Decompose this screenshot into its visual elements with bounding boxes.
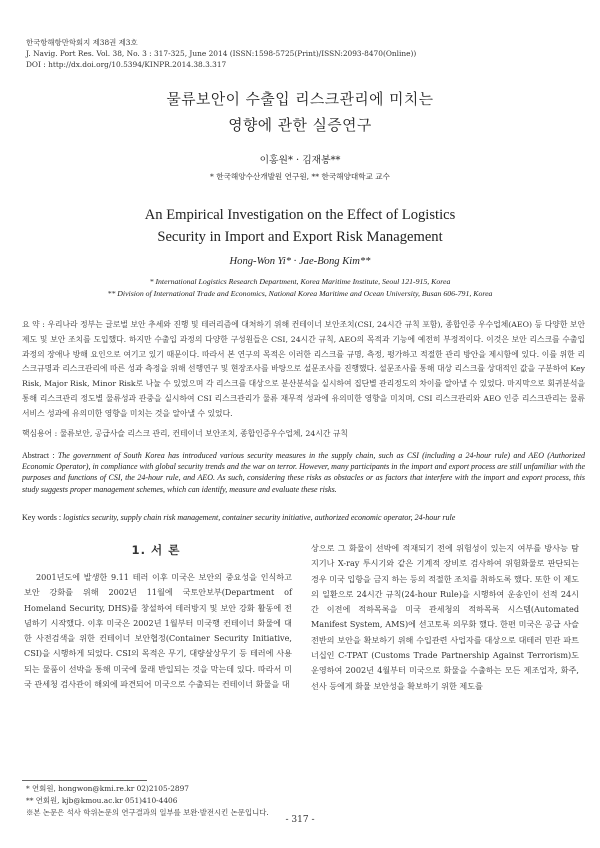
footnote-1: * 연회원, hongwon@kmi.re.kr 02)2105-2897 <box>26 784 190 793</box>
footnote-2: ** 연회원, kjb@kmou.ac.kr 051)410-4406 <box>26 795 178 805</box>
keywords-en-label: Key words : <box>22 513 64 522</box>
title-en-line2: Security in Import and Export Risk Management <box>157 229 443 245</box>
abstract-ko: 요 약 : 우리나라 정부는 글로벌 보안 추세와 진행 및 테러리즘에 대처하기 위해 컨테이너 보안조치(CSI, 24시간 규칙 포함), 종합인증 우수업체(AEO) 등 다양한 보안 제도 및 보안 조치를 도입했다. 하지만 수출입 과정의 다양한 구성원들은 CSI, 24시간 규칙, AEO의 목적과 기능에 예전히 부정적이다. 이것은 보안 리스크를 수출입 과정의 장애나 방해 요인으로 여기고 있기 때문이다. 따라서 본 연구의 목적은 이러한 리스크를 규명, 측정, 평가하고 적절한 관리 방안을 제시함에 있다. 이를 위한 리스크규명과 리스크관리에 따른 성과 측정을 위해 선행연구 및 현장조사를 바탕으로 설문조사를 진행했다. 설문조사를 통해 대상 리스크를 상대적인 값을 구분하여 Key Risk, Major Risk, Minor Risk로 나눌 수 있었으며 각 리스크를 대상으로 분산분석을 실시하여 집단별 관리정도의 차이를 알아낼 수 있었다. 마지막으로 회귀분석을 통해 리스크관리 정도별 물류성과 관중을 실시하여 CSI 리스크관리가 물류 재무적 성과에 유의미한 영향을 미치며, CSI 리스크관리와 AEO 인증 리스크관리는 물류 서비스 성과에 유의미한 영향을 미치는 것을 알아낼 수 있었다. <box>22 320 585 418</box>
journal-header <box>26 37 586 70</box>
body-column-left: 2001년도에 발생한 9.11 테러 이후 미국은 보안의 중요성을 인식하고 보안 강화를 위해 2002년 11월에 국토안보부(Department of Homeland Security, DHS)를 창설하여 테러방지 및 보안 강화 활동에 전념하기 시작했다. 이후 미국은 2002년 1월부터 미국행 컨테이너 화물에 대한 사전검색을 위한 컨테이너 보안협정(Container Security Initiative, CSI)을 시행하게 되었다. CSI의 목적은 무기, 대량살상무기 등 테러에 사용되는 물품이 선박을 통해 미국에 물래 반입되는 것을 막는데 있다. 따라서 미국 관세청 검사관이 해외에 파견되어 미국으로 수출되는 컨테이너 화물을 대 <box>24 572 292 690</box>
authors-en: Hong-Won Yi* · Jae-Bong Kim** <box>229 256 371 267</box>
footnote-divider <box>22 780 147 781</box>
abstract-en-label: Abstract : <box>22 451 58 460</box>
keywords-en-body: logistics security, supply chain risk management, container security initiative, authorized economic operator, 24-hour rule <box>63 513 456 522</box>
title-ko-line2: 영향에 관한 실증연구 <box>228 117 372 134</box>
page-number: - 317 - <box>285 815 315 825</box>
journal-doi[interactable]: DOI : http://dx.doi.org/10.5394/KINPR.2014.38.3.317 <box>26 60 227 69</box>
authors-ko: 이홍원* · 김재봉** <box>259 155 341 166</box>
title-ko-line1: 물류보안이 수출입 리스크관리에 미치는 <box>166 91 434 108</box>
keywords-ko: 핵심용어 : 물류보안, 공급사슬 리스크 관리, 컨테이너 보안조치, 종합인증우수업체, 24시간 규칙 <box>22 429 348 438</box>
keywords-en <box>22 513 585 522</box>
body-column-right: 상으로 그 화물이 선박에 적재되기 전에 위험성이 있는지 여부를 방사능 탐지기나 X-ray 투시기와 같은 기계적 장비로 검사하여 위험화물로 판단되는 경우 미국 입항을 금지 하는 등의 적절한 조치를 취하도록 했다. 또한 이 제도의 일환으로 24시간 규칙(24-hour Rule)을 시행하여 운송인이 선적 24시간 이전에 적하목록을 미국 관세청의 적하목록 시스템(Automated Manifest System, AMS)에 선고토록 의무화 했다. 한편 미국은 공급 사슬 전반의 보안을 확보하기 위해 수입관련 사업자를 대상으로 대테러 민관 파트너십인 C-TPAT (Customs Trade Partnership Against Terrorism)도 운영하여 2002년 4월부터 미국으로 화물을 수출하는 모든 제조업자, 화주, 선사 등에게 화물 보안성을 확보하기 위한 제도를 <box>311 543 580 691</box>
journal-citation: J. Navig. Port Res. Vol. 38, No. 3 : 317-325, June 2014 (ISSN:1598-5725(Print)/ISSN:2093-8470(Online)) <box>26 49 417 58</box>
abstract-en <box>22 450 585 510</box>
abstract-en-body: The government of South Korea has introduced various security measures in the supply chain, such as CSI (including a 24-hour rule) and AEO (Authorized Economic Operator), in compliance with global security trends and the war on terror. However, many participants in the import and export process are still unfamiliar with the purposes and functions of CSI, the 24-hour rule, and AEO. As such, considering these risks as obstacles or as factors that interfere with the import and export process, this study suggests proper management schemes, which can identify, measure and evaluate these risks. <box>22 451 585 494</box>
footnotes <box>26 783 586 818</box>
footnote-3: ※본 논문은 석사 학위논문의 연구결과의 일부를 보완·발전시킨 논문입니다. <box>26 807 269 817</box>
affiliation-en-2: ** Division of International Trade and Economics, National Korea Maritime and Ocean University, Busan 606-791, Korea <box>107 289 493 298</box>
affiliation-ko: * 한국해양수산개발원 연구원, ** 한국해양대학교 교수 <box>210 172 390 181</box>
title-en-line1: An Empirical Investigation on the Effect of Logistics <box>144 207 456 223</box>
section-heading-intro: 1. 서 론 <box>131 543 181 557</box>
affiliation-en-1: * International Logistics Research Department, Korea Maritime Institute, Seoul 121-915, Korea <box>149 277 451 286</box>
journal-name: 한국항해항만학회지 제38권 제3호 <box>26 38 138 47</box>
